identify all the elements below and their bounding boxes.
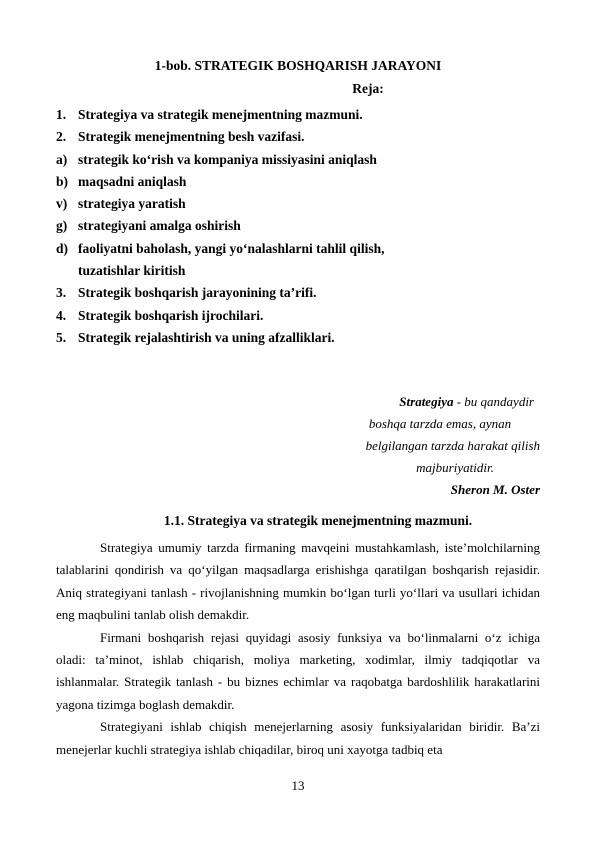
plan-item-marker: v) — [56, 196, 68, 212]
plan-item-marker: d) — [56, 240, 69, 256]
plan-item — [56, 215, 546, 237]
epigraph-author: Sheron M. Oster — [450, 482, 540, 497]
page-number: 13 — [291, 778, 305, 793]
plan-item-text: tuzatishlar kiritish — [78, 263, 186, 279]
epigraph-line: Strategiya - bu qandaydir — [399, 394, 534, 409]
paragraph: Strategiyani ishlab chiqish menejerlarning asosiy funksiyalaridan biridir. Ba’zi menejerlar kuchli strategiya ishlab chiqadilar, biroq uni xayotga tadbiq eta — [56, 719, 540, 757]
plan-item — [56, 238, 546, 260]
section-title: 1.1. Strategiya va strategik menejmentning mazmuni. — [163, 513, 473, 528]
plan-item-text: Strategik boshqarish jarayonining ta’rifi. — [78, 285, 317, 301]
plan-list — [56, 104, 546, 349]
plan-item — [56, 327, 546, 349]
epigraph-line: boshqa tarzda emas, aynan — [368, 416, 512, 431]
plan-item-marker: 5. — [56, 329, 67, 345]
plan-heading: Reja: — [352, 81, 384, 96]
plan-item — [56, 149, 546, 171]
plan-item — [56, 282, 546, 304]
plan-item-text: strategiyani amalga oshirish — [78, 218, 241, 234]
plan-item-marker: 2. — [56, 129, 67, 145]
plan-item-marker: b) — [56, 173, 69, 189]
plan-item-text: Strategik boshqarish ijrochilari. — [78, 307, 264, 323]
plan-item-marker: 4. — [56, 307, 67, 323]
plan-item-text: strategiya yaratish — [78, 196, 186, 212]
epigraph-term: Strategiya — [399, 394, 454, 409]
plan-item — [56, 305, 546, 327]
plan-item-marker: a) — [56, 151, 68, 167]
plan-item — [56, 104, 546, 126]
epigraph-line: belgilangan tarzda harakat qilish — [365, 438, 540, 453]
plan-item-marker: g) — [56, 218, 68, 234]
plan-item-text: Strategik rejalashtirish va uning afzalliklari. — [78, 329, 335, 345]
plan-item-marker: 1. — [56, 107, 67, 122]
plan-item-marker: 3. — [56, 285, 67, 301]
plan-item-text: Strategiya va strategik menejmentning mazmuni. — [78, 107, 363, 122]
plan-item-text: maqsadni aniqlash — [78, 173, 187, 189]
plan-item-continuation — [56, 260, 546, 282]
body-text — [56, 537, 540, 761]
plan-item — [56, 171, 546, 193]
plan-item-text: Strategik menejmentning besh vazifasi. — [78, 129, 305, 145]
plan-item — [56, 126, 546, 148]
epigraph-line: majburiyatidir. — [416, 460, 494, 475]
plan-item-text: strategik ko‘rish va kompaniya missiyasini aniqlash — [78, 151, 377, 167]
paragraph: Strategiya umumiy tarzda firmaning mavqeini mustahkamlash, iste’molchilarning talablarini qondirish va qo‘yilgan maqsadlarga erishishga qaratilgan boshqarish rejasidir. Aniq strategiyani tanlash - rivojlanishning mumkin bo‘lgan turli yo‘llari va usullari ichidan eng maqbulini tanlab olish demakdir. — [56, 540, 540, 623]
paragraph: Firmani boshqarish rejasi quyidagi asosiy funksiya va bo‘linmalarni o‘z ichiga oladi: ta’minot, ishlab chiqarish, moliya marketing, xodimlar, ilmiy tadqiqotlar va ishlanmalar. Strategik tanlash - bu biznes echimlar va raqobatga bardoshlilik harakatlarini yagona tizimga boglash demakdir. — [56, 629, 540, 712]
plan-item-text: faoliyatni baholash, yangi yo‘nalashlarni tahlil qilish, — [78, 240, 385, 256]
chapter-title: 1-bob. STRATEGIK BOSHQARISH JARAYONI — [154, 58, 442, 73]
epigraph — [310, 391, 540, 501]
plan-item — [56, 193, 546, 215]
